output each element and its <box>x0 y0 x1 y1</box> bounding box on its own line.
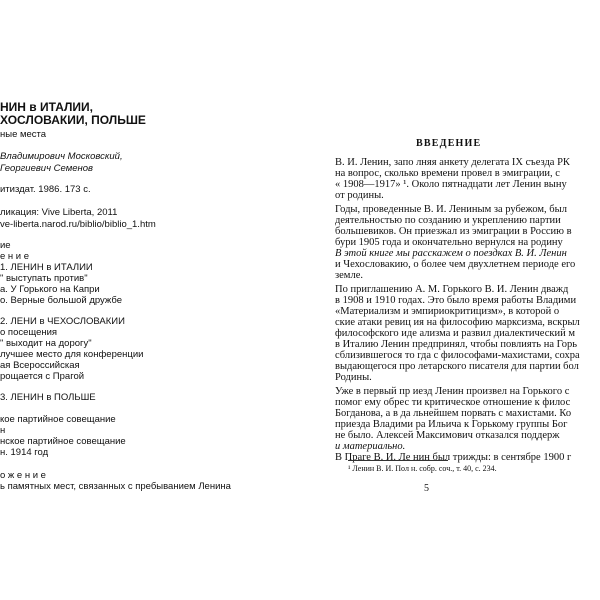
body-line: помог ему обрес ти критическое отношение к филос <box>335 397 571 408</box>
contents-label: ие <box>0 240 11 251</box>
body-line: выдающегося про летарского писателя для партии бол <box>335 361 579 372</box>
author-line2: Георгиевич Семенов <box>0 163 93 174</box>
section-heading: ВВЕДЕНИЕ <box>416 138 482 149</box>
source-url[interactable]: ve-liberta.narod.ru/biblio/biblio_1.htm <box>0 219 156 230</box>
contents-item: а. У Горького на Капри <box>0 284 100 295</box>
body-line: земле. <box>335 270 363 281</box>
contents-section-2: 2. ЛЕНИ в ЧЕХОСЛОВАКИИ <box>0 316 125 327</box>
body-line: Родины. <box>335 372 372 383</box>
contents-item: нское партийное совещание <box>0 436 126 447</box>
body-line: «Материализм и эмпириокритицизм», в которой о <box>335 306 560 317</box>
body-line: Уже в первый пр иезд Ленин произвел на Горького с <box>335 386 570 397</box>
body-line: и материально. <box>335 441 406 452</box>
body-line: ские атаки ревиц ия на философию марксизма, вскрыл <box>335 317 580 328</box>
contents-item: лучшее место для конференции <box>0 349 144 360</box>
body-line: в Италию Ленин предпринял, чтобы повлиять на Горь <box>335 339 578 350</box>
contents-section-1: 1. ЛЕНИН в ИТАЛИИ <box>0 262 93 273</box>
contents-item: о посещения <box>0 327 58 338</box>
body-line: и Чехословакию, о более чем двухлетнем периоде его <box>335 259 576 270</box>
contents-intro: е н и е <box>0 251 30 262</box>
body-line: философского иде ализма и развил диалектический м <box>335 328 576 339</box>
body-line: на вопрос, сколько времени провел в эмиграции, с <box>335 168 560 179</box>
book-title-line2: ХОСЛОВАКИИ, ПОЛЬШЕ <box>0 113 146 127</box>
contents-item: " выступать против" <box>0 273 88 284</box>
body-line: в 1908 и 1910 годах. Это было время работы Владими <box>335 295 577 306</box>
body-line: По приглашению А. М. Горького В. И. Ленин дважд <box>335 284 569 295</box>
body-line: бури 1905 года и окончательно вернулся на родину <box>335 237 563 248</box>
contents-item: ая Всероссийская <box>0 360 80 371</box>
book-title-line1: НИН в ИТАЛИИ, <box>0 100 94 114</box>
author-line1: Владимирович Московский, <box>0 151 123 162</box>
contents-item: о. Верные большой дружбе <box>0 295 122 306</box>
page-number: 5 <box>424 483 429 494</box>
body-line: « 1908—1917» ¹. Около пятнадцати лет Ленин выну <box>335 179 567 190</box>
footnote: ¹ Ленин В. И. Пол н. собр. соч., т. 40, с. 234. <box>348 464 497 473</box>
appendix-label: о ж е н и е <box>0 470 46 481</box>
contents-item: н <box>0 425 6 436</box>
contents-item: рощается с Прагой <box>0 371 85 382</box>
body-line: В. И. Ленин, запо лняя анкету делегата IX съезда РК <box>335 157 570 168</box>
publisher: итиздат. 1986. 173 с. <box>0 184 91 195</box>
book-subtitle: ные места <box>0 129 47 140</box>
publication-info: ликация: Vive Liberta, 2011 <box>0 207 118 218</box>
right-page <box>320 0 600 600</box>
body-line: В Праге В. И. Ле нин был трижды: в сентябре 1900 г <box>335 452 572 463</box>
body-line: не было. Алексей Максимович отказался поддерж <box>335 430 560 441</box>
footnote-divider <box>348 460 448 461</box>
body-line: Годы, проведенные В. И. Лениным за рубежом, был <box>335 204 567 215</box>
contents-item: н. 1914 год <box>0 447 49 458</box>
body-line: от родины. <box>335 190 384 201</box>
contents-item: кое партийное совещание <box>0 414 116 425</box>
contents-item: " выходит на дорогу" <box>0 338 92 349</box>
body-line: сблизившегося то гда с философами-махистами, сохра <box>335 350 580 361</box>
body-line: приезда Владими ра Ильича к Горькому группы Бог <box>335 419 568 430</box>
body-line: деятельностью по созданию и укреплению партии <box>335 215 561 226</box>
contents-section-3: 3. ЛЕНИН в ПОЛЬШЕ <box>0 392 96 403</box>
body-line: большевиков. Он приезжал из эмиграции в Россию в <box>335 226 572 237</box>
appendix-item: ь памятных мест, связанных с пребыванием Ленина <box>0 481 231 492</box>
body-line: Богданова, а в да льнейшем порвать с махистами. Ко <box>335 408 572 419</box>
body-line: В этой книге мы расскажем о поездках В. И. Ленин <box>335 248 567 259</box>
